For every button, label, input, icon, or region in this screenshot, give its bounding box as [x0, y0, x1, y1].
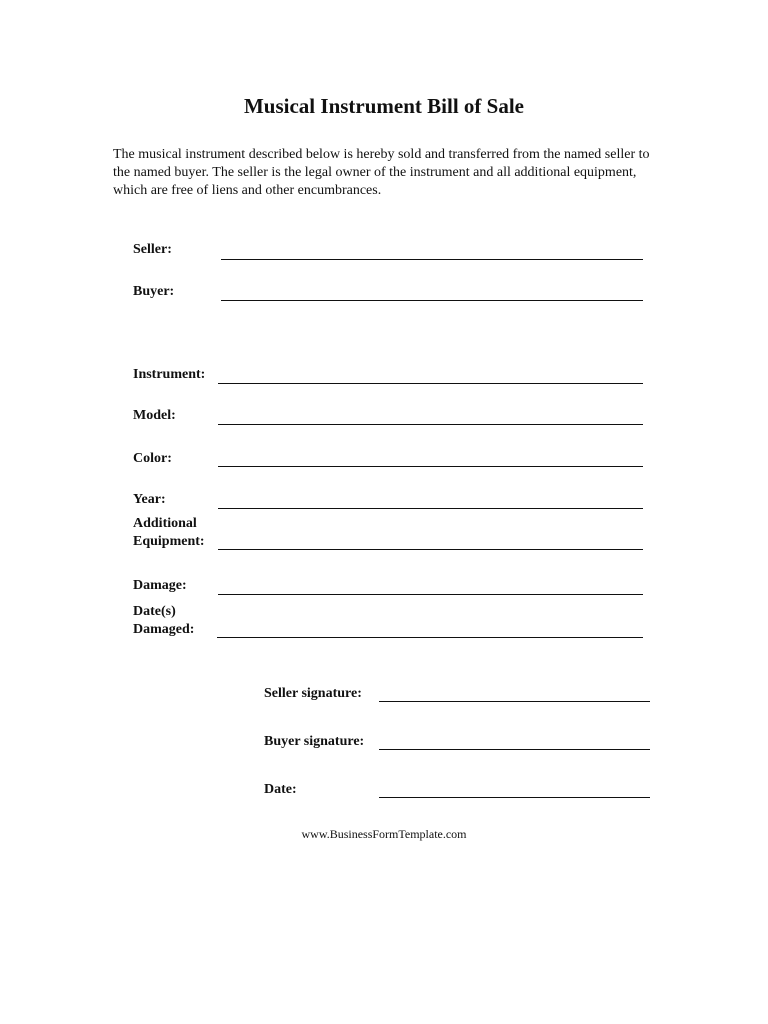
seller-signature-label: Seller signature:: [264, 686, 362, 701]
dates-damaged-label-line1: Date(s): [133, 604, 176, 619]
color-label: Color:: [133, 451, 172, 466]
date-label: Date:: [264, 782, 297, 797]
footer-url: www.BusinessFormTemplate.com: [301, 827, 467, 841]
instrument-label: Instrument:: [133, 367, 206, 382]
color-field-line[interactable]: [218, 466, 643, 467]
additional-equipment-label-line1: Additional: [133, 516, 197, 531]
buyer-label: Buyer:: [133, 284, 175, 299]
seller-signature-line[interactable]: [379, 701, 650, 702]
additional-equipment-field-line[interactable]: [218, 549, 643, 550]
seller-label: Seller:: [133, 242, 172, 257]
buyer-signature-line[interactable]: [379, 749, 650, 750]
document-title: Musical Instrument Bill of Sale: [243, 94, 524, 118]
additional-equipment-label-line2: Equipment:: [133, 534, 205, 549]
year-field-line[interactable]: [218, 508, 643, 509]
buyer-signature-label: Buyer signature:: [264, 734, 365, 749]
intro-paragraph: The musical instrument described below is hereby sold and transferred from the named seller to the named buyer. The seller is the legal owner of the instrument and all additional equipment, which are free of liens and other encumbrances.: [113, 147, 650, 198]
dates-damaged-field-line[interactable]: [217, 637, 643, 638]
damage-label: Damage:: [133, 578, 187, 593]
dates-damaged-label-line2: Damaged:: [133, 622, 195, 637]
buyer-field-line[interactable]: [221, 300, 643, 301]
model-label: Model:: [133, 408, 176, 423]
damage-field-line[interactable]: [218, 594, 643, 595]
year-label: Year:: [133, 492, 166, 507]
model-field-line[interactable]: [218, 424, 643, 425]
instrument-field-line[interactable]: [218, 383, 643, 384]
date-field-line[interactable]: [379, 797, 650, 798]
seller-field-line[interactable]: [221, 259, 643, 260]
